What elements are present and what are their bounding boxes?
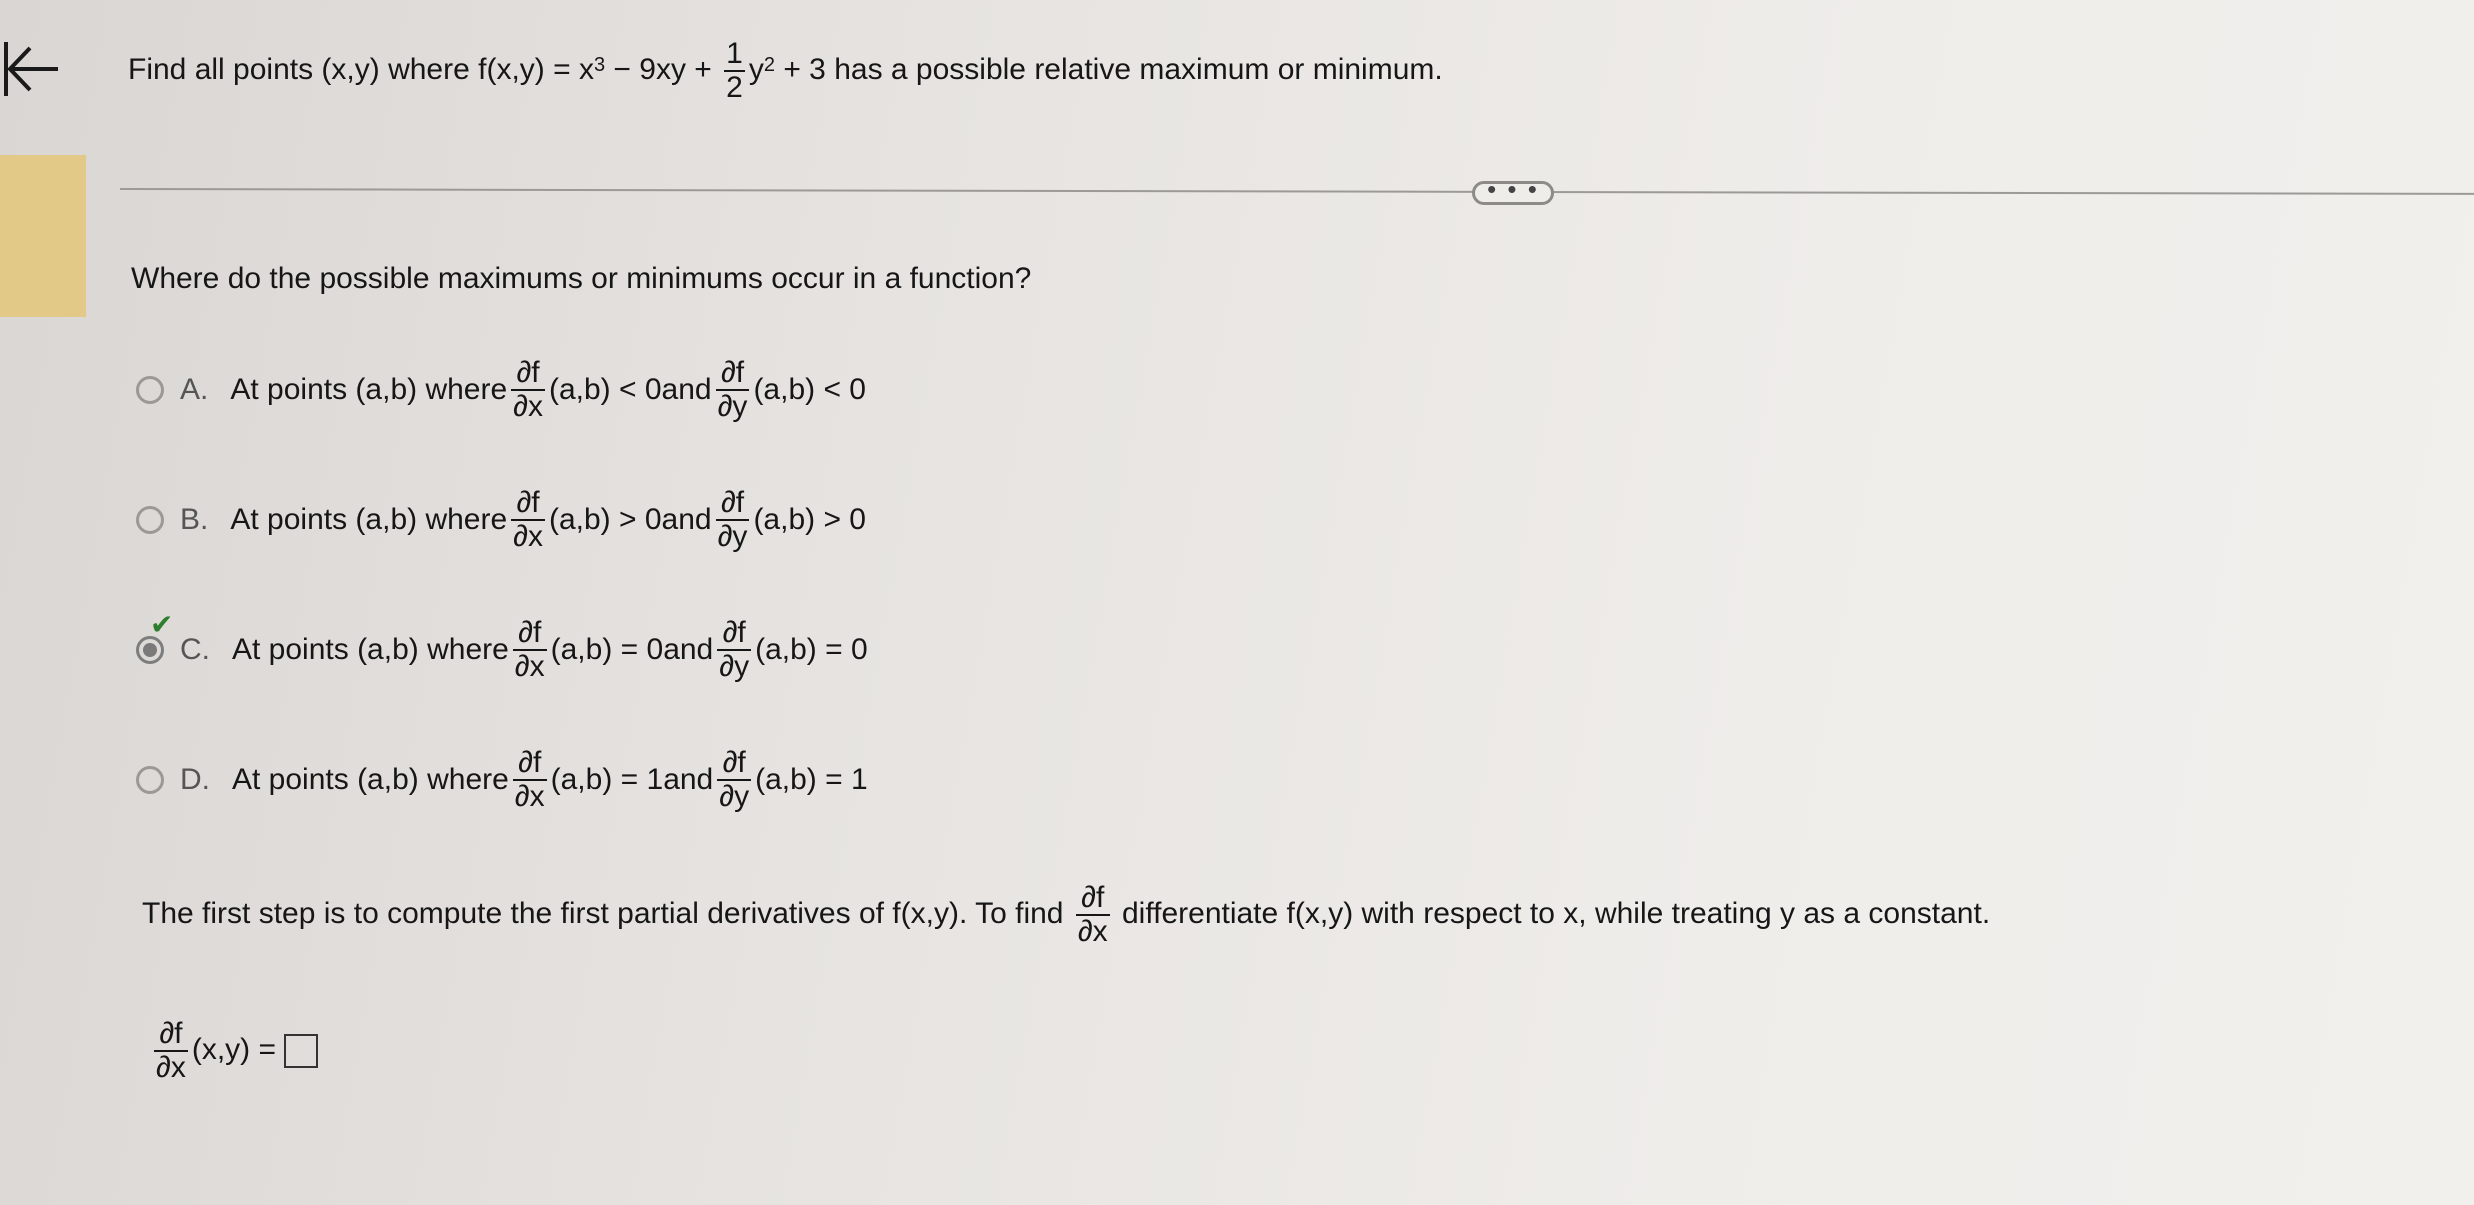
step-pre-text: The first step is to compute the first partial derivatives of f(x,y). To find [142,896,1072,930]
and-text: and [661,503,712,536]
variable-y: y [748,52,764,86]
partial-fx [154,1018,188,1084]
partial-fx [513,747,547,813]
question-prefix: Find all points (x,y) where f(x,y) = x [128,52,594,86]
partial-den: ∂y [719,780,750,813]
radio-button[interactable] [136,506,164,534]
fraction-one-half [724,38,745,104]
option-letter: C. [180,633,210,666]
partial-fy [716,357,750,423]
prompt-text: Where do the possible maximums or minimums occur in a function? [131,262,1032,295]
partial-fy [717,617,751,683]
question-mid: − 9xy + [605,52,721,86]
question-text [128,38,1443,104]
question-suffix: + 3 has a possible relative maximum or minimum. [774,52,1443,86]
more-options-button[interactable]: • • • [1472,181,1554,205]
step-post-text: differentiate f(x,y) with respect to x, while treating y as a constant. [1113,896,1991,930]
and-text: and [663,633,714,666]
condition-x: (a,b) > 0 [548,503,662,536]
fraction-denominator: 2 [726,71,743,104]
option-text: At points (a,b) where [232,763,509,796]
partial-den: ∂y [717,520,748,553]
option-b[interactable] [136,486,868,553]
answer-options [136,356,868,813]
option-a[interactable] [136,356,868,423]
partial-den: ∂x [513,520,543,553]
option-c[interactable] [136,609,868,683]
partial-num: ∂f [722,746,746,779]
exponent-3: 3 [593,53,606,76]
partial-den: ∂x [1077,915,1108,948]
partial-num: ∂f [516,486,540,519]
and-text: and [663,763,714,796]
condition-y: (a,b) < 0 [753,373,866,406]
partial-num: ∂f [518,616,542,649]
condition-y: (a,b) > 0 [753,503,866,536]
condition-y: (a,b) = 1 [755,763,868,796]
answer-line [150,1018,318,1084]
partial-num: ∂f [518,746,542,779]
partial-num: ∂f [722,616,746,649]
partial-num: ∂f [720,486,745,519]
partial-num: ∂f [1081,881,1105,914]
exponent-2: 2 [763,53,775,76]
back-arrow-icon [0,36,72,116]
condition-x: (a,b) = 1 [550,763,664,796]
condition-x: (a,b) = 0 [550,633,664,666]
radio-button[interactable] [136,376,164,404]
partial-fy [717,747,751,813]
partial-fx [513,617,547,683]
answer-input-box[interactable] [284,1034,318,1068]
partial-num: ∂f [159,1017,183,1050]
and-text: and [661,373,712,406]
answer-args: (x,y) = [191,1032,276,1066]
correct-check-icon: ✔ [150,609,174,640]
option-letter: A. [180,373,209,406]
section-divider [120,188,2474,195]
fraction-numerator: 1 [726,37,743,70]
step-instruction [142,882,1990,948]
option-letter: B. [180,503,209,536]
partial-den: ∂x [514,650,545,683]
condition-y: (a,b) = 0 [755,633,868,666]
partial-fx [511,357,545,423]
partial-den: ∂x [513,390,543,423]
partial-fx [1076,882,1110,948]
partial-den: ∂y [717,390,748,423]
option-letter: D. [180,763,210,796]
back-arrow-button[interactable] [0,36,72,116]
partial-fy [716,487,750,553]
partial-num: ∂f [516,356,540,389]
partial-den: ∂y [719,650,750,683]
partial-den: ∂x [156,1051,186,1084]
partial-den: ∂x [514,780,545,813]
option-text: At points (a,b) where [230,373,508,406]
partial-fx [511,487,545,553]
option-text: At points (a,b) where [230,503,508,536]
partial-num: ∂f [720,356,745,389]
option-text: At points (a,b) where [232,633,509,666]
condition-x: (a,b) < 0 [548,373,662,406]
radio-button[interactable] [136,766,164,794]
option-d[interactable] [136,746,868,813]
side-accent-strip [0,155,86,317]
